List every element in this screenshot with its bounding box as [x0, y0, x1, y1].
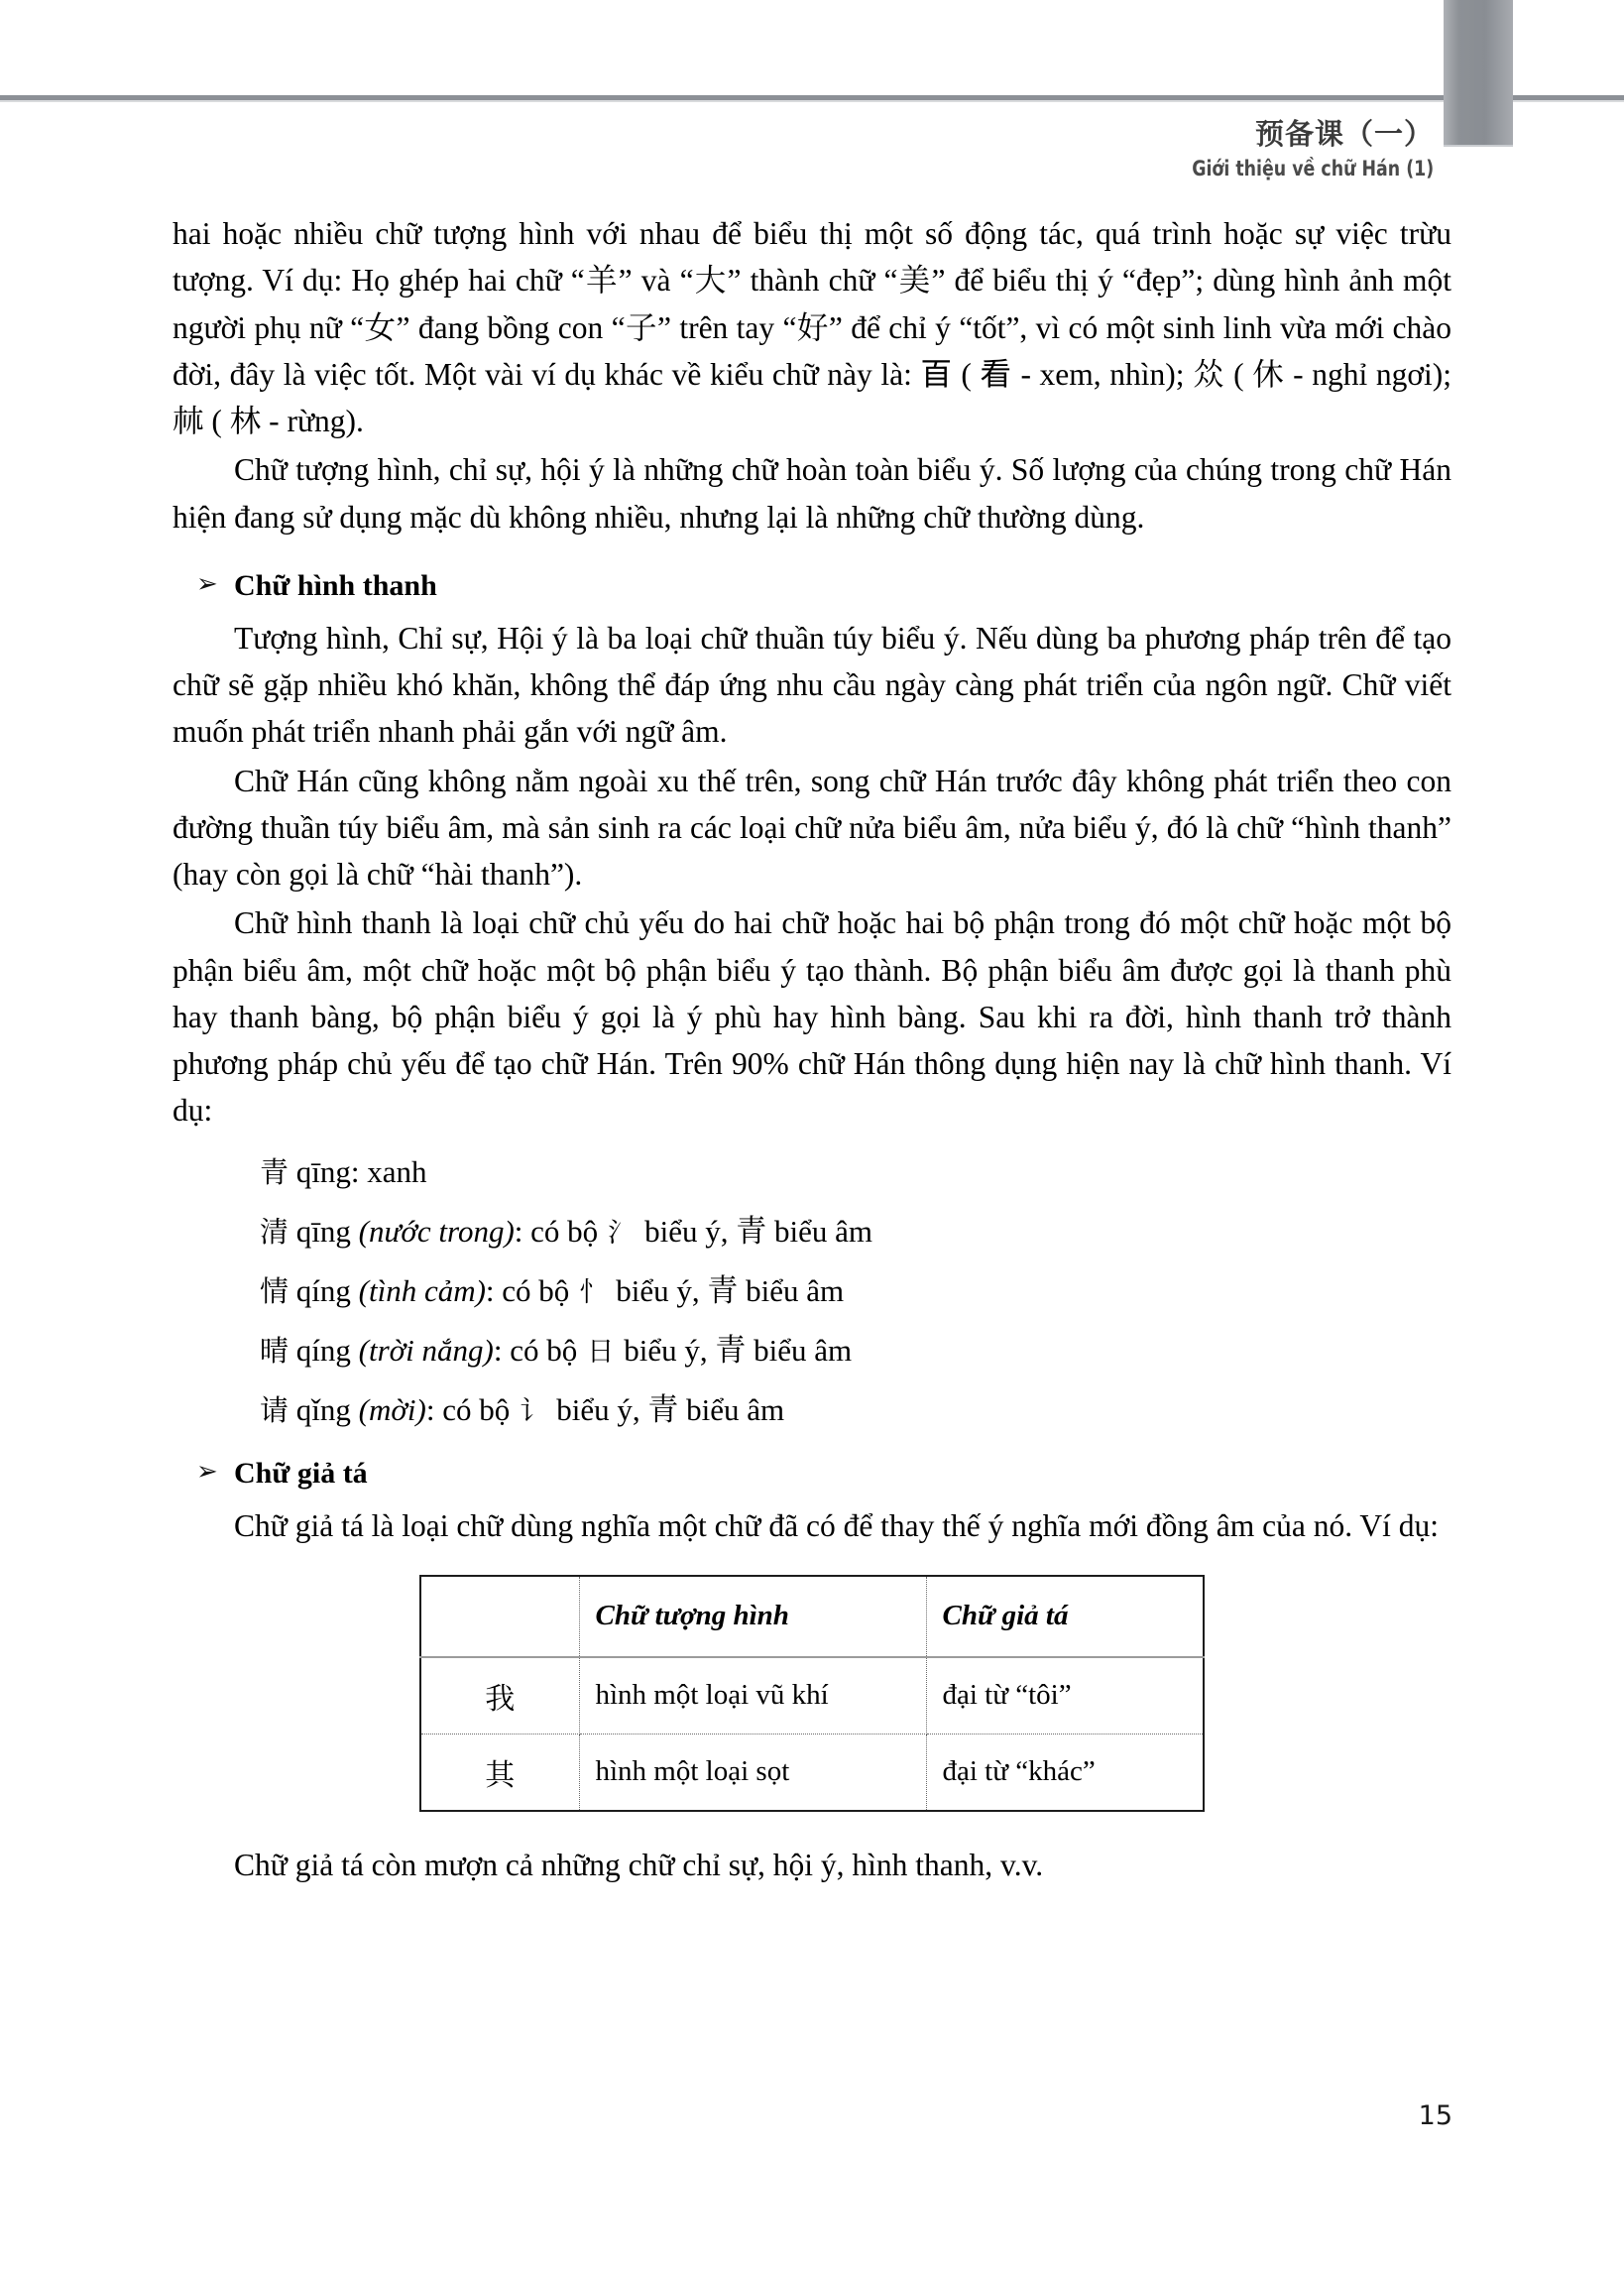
gloss: (tình cảm)	[358, 1272, 486, 1308]
heading-chu-hinh-thanh-label: Chữ hình thanh	[234, 568, 437, 602]
table-header-gia-ta: Chữ giả tá	[926, 1576, 1204, 1657]
paragraph-gia-ta-closing: Chữ giả tá còn mượn cả những chữ chỉ sự, hội ý, hình thanh, v.v.	[234, 1847, 1044, 1882]
arrow-bullet-icon: ➢	[196, 568, 218, 598]
header-rule-shadow	[0, 100, 1624, 102]
pinyin: qíng	[295, 1332, 351, 1368]
paragraph-hinh-thanh-definition: Chữ hình thanh là loại chữ chủ yếu do hai chữ hoặc hai bộ phận trong đó một chữ hoặc một bộ phận biểu âm, một chữ hoặc một bộ phận biểu ý tạo thành. Bộ phận biểu âm được gọi là thanh phù hay thanh bàng, bộ phận biểu ý gọi là ý phù hay hình bàng. Sau khi ra đời, hình thanh trở thành phương pháp chủ yếu để tạo chữ Hán. Trên 90% chữ Hán thông dụng hiện nay là chữ hình thanh. Ví dụ:	[173, 905, 1451, 1129]
table-header-row	[420, 1576, 1204, 1657]
paragraph-three-types: Tượng hình, Chỉ sự, Hội ý là ba loại chữ thuần túy biểu ý. Nếu dùng ba phương pháp trên để tạo chữ sẽ gặp nhiều khó khăn, không thể đáp ứng nhu cầu ngày càng phát triển của ngôn ngữ. Chữ viết muốn phát triển nhanh phải gắn với ngữ âm.	[173, 620, 1451, 750]
table-cell-tuong-hinh: hình một loại vũ khí	[579, 1657, 926, 1735]
han-character: 请	[260, 1392, 290, 1427]
paragraph-continued: hai hoặc nhiều chữ tượng hình với nhau để biểu thị một số động tác, quá trình hoặc sự việc trừu tượng. Ví dụ: Họ ghép hai chữ “羊” và “大” thành chữ “美” để biểu thị ý “đẹp”; dùng hình ảnh một người phụ nữ “女” đang bồng con “子” trên tay “好” để chỉ ý “tốt”, vì có một sinh linh vừa mới chào đời, đây là việc tốt. Một vài ví dụ khác về kiểu chữ này là: 𦣻 ( 看 - xem, nhìn); 𠈌 ( 休 - nghỉ ngơi); 𣏟 ( 林 - rừng).	[173, 216, 1451, 438]
radical-character: 讠	[520, 1395, 547, 1427]
table-cell-glyph: 其	[420, 1734, 579, 1811]
pinyin: qīng	[295, 1153, 351, 1189]
gloss: (trời nắng)	[358, 1332, 494, 1368]
example-tail: biểu ý, 青 biểu âm	[616, 1272, 845, 1308]
header-title-chinese: 预备课（一）	[1254, 117, 1434, 151]
qing-examples-list	[173, 1153, 1451, 1427]
table-header-tuong-hinh: Chữ tượng hình	[579, 1576, 926, 1657]
header-tab-marker	[1444, 0, 1513, 147]
paragraph-phonetic-development: Chữ Hán cũng không nằm ngoài xu thế trên, song chữ Hán trước đây không phát triển theo con đường thuần túy biểu âm, mà sản sinh ra các loại chữ nửa biểu âm, nửa biểu ý, đó là chữ “hình thanh” (hay còn gọi là chữ “hài thanh”).	[173, 763, 1451, 892]
gloss: (nước trong)	[358, 1213, 515, 1249]
table-row	[420, 1657, 1204, 1735]
example-text: : có bộ	[493, 1332, 578, 1368]
paragraph-summary-ideographs: Chữ tượng hình, chỉ sự, hội ý là những chữ hoàn toàn biểu ý. Số lượng của chúng trong chữ Hán hiện đang sử dụng mặc dù không nhiều, nhưng lại là những chữ thường dùng.	[173, 452, 1451, 535]
gia-ta-table	[419, 1575, 1205, 1812]
list-item	[173, 1153, 1451, 1189]
han-character: 情	[260, 1273, 290, 1308]
han-character: 清	[260, 1214, 290, 1249]
example-tail: biểu ý, 青 biểu âm	[624, 1332, 853, 1368]
list-item	[173, 1272, 1451, 1308]
han-character: 晴	[260, 1333, 290, 1368]
radical-character: 日	[587, 1336, 615, 1368]
arrow-bullet-icon: ➢	[196, 1456, 218, 1486]
table-cell-glyph: 我	[420, 1657, 579, 1735]
header-titles	[1171, 117, 1434, 181]
page-number: 15	[1418, 2100, 1452, 2131]
han-character: 青	[260, 1154, 290, 1189]
table-cell-tuong-hinh: hình một loại sọt	[579, 1734, 926, 1811]
example-text: : xanh	[350, 1153, 427, 1189]
example-tail: biểu ý, 青 biểu âm	[644, 1213, 873, 1249]
paragraph-gia-ta-definition: Chữ giả tá là loại chữ dùng nghĩa một chữ đã có để thay thế ý nghĩa mới đồng âm của nó. Ví dụ:	[234, 1507, 1440, 1543]
radical-character: 忄	[579, 1276, 607, 1308]
table-header-blank	[420, 1576, 579, 1657]
heading-chu-gia-ta-label: Chữ giả tá	[234, 1456, 368, 1490]
pinyin: qīng	[295, 1213, 351, 1249]
example-text: : có bộ	[514, 1213, 599, 1249]
pinyin: qíng	[295, 1272, 351, 1308]
example-text: : có bộ	[485, 1272, 570, 1308]
table-row	[420, 1734, 1204, 1811]
example-tail: biểu ý, 青 biểu âm	[556, 1391, 785, 1427]
list-item	[173, 1213, 1451, 1249]
page-content	[173, 210, 1451, 1890]
heading-chu-hinh-thanh	[173, 566, 1451, 605]
table-cell-gia-ta: đại từ “tôi”	[926, 1657, 1204, 1735]
table-cell-gia-ta: đại từ “khác”	[942, 1755, 1096, 1788]
list-item	[173, 1391, 1451, 1427]
gloss: (mời)	[358, 1391, 426, 1427]
pinyin: qǐng	[295, 1391, 351, 1427]
header-subtitle-vietnamese: Giới thiệu về chữ Hán (1)	[1192, 157, 1434, 181]
gia-ta-table-wrapper	[173, 1575, 1451, 1812]
heading-chu-gia-ta	[173, 1454, 1451, 1493]
radical-character: 氵	[608, 1217, 636, 1249]
list-item	[173, 1332, 1451, 1368]
example-text: : có bộ	[425, 1391, 511, 1427]
